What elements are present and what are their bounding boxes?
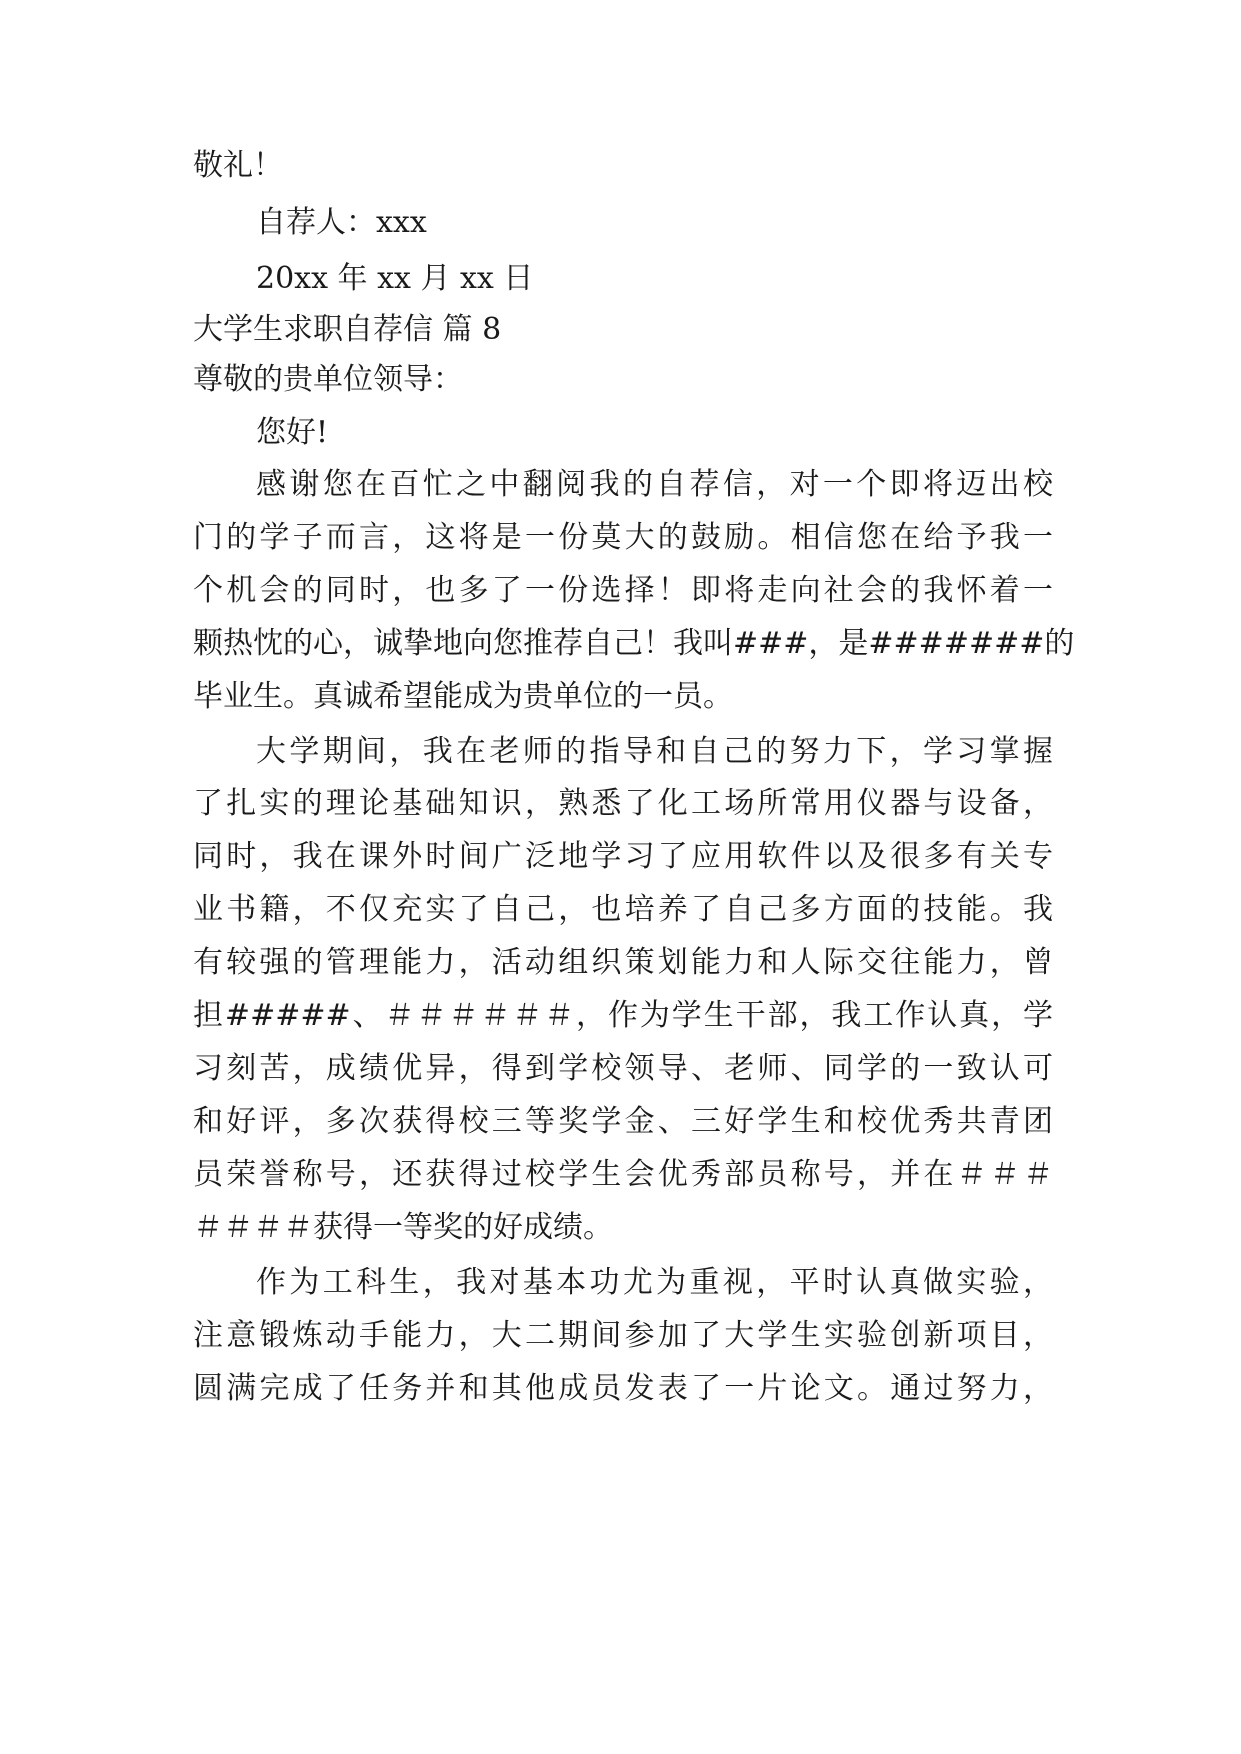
letter-title: 大学生求职自荐信 篇 8 [193,312,502,347]
paragraph-2-line: 了扎实的理论基础知识，熟悉了化工场所常用仪器与设备， [193,786,1053,821]
paragraph-2-line: 员荣誉称号，还获得过校学生会优秀部员称号，并在＃＃＃ [193,1157,1053,1192]
signer: 自荐人：xxx [256,205,427,240]
paragraph-1-line: 毕业生。真诚希望能成为贵单位的一员。 [193,679,733,714]
paragraph-1-line: 颗热忱的心，诚挚地向您推荐自己！我叫###，是#######的 [193,626,1075,661]
paragraph-2-line: 业书籍，不仅充实了自己，也培养了自己多方面的技能。我 [193,892,1053,927]
date: 20xx 年 xx 月 xx 日 [256,261,534,296]
paragraph-1-line: 感谢您在百忙之中翻阅我的自荐信，对一个即将迈出校 [256,467,1053,502]
paragraph-1-line: 门的学子而言，这将是一份莫大的鼓励。相信您在给予我一 [193,520,1053,555]
paragraph-3-line: 圆满完成了任务并和其他成员发表了一片论文。通过努力， [193,1371,1053,1406]
paragraph-3-line: 注意锻炼动手能力，大二期间参加了大学生实验创新项目， [193,1318,1053,1353]
paragraph-2-line: 同时，我在课外时间广泛地学习了应用软件以及很多有关专 [193,839,1053,874]
paragraph-2-line: ＃＃＃＃获得一等奖的好成绩。 [193,1210,613,1245]
paragraph-2-line: 担#####、＃＃＃＃＃＃，作为学生干部，我工作认真，学 [193,998,1053,1033]
paragraph-2-line: 大学期间，我在老师的指导和自己的努力下，学习掌握 [256,734,1053,769]
greeting: 尊敬的贵单位领导： [193,362,463,397]
paragraph-1-line: 个机会的同时，也多了一份选择！即将走向社会的我怀着一 [193,573,1053,608]
closing-salute: 敬礼！ [193,148,283,183]
paragraph-2-line: 习刻苦，成绩优异，得到学校领导、老师、同学的一致认可 [193,1051,1053,1086]
paragraph-3-line: 作为工科生，我对基本功尤为重视，平时认真做实验， [256,1265,1053,1300]
hello: 您好! [256,415,329,450]
paragraph-2-line: 有较强的管理能力，活动组织策划能力和人际交往能力，曾 [193,945,1053,980]
paragraph-2-line: 和好评，多次获得校三等奖学金、三好学生和校优秀共青团 [193,1104,1053,1139]
